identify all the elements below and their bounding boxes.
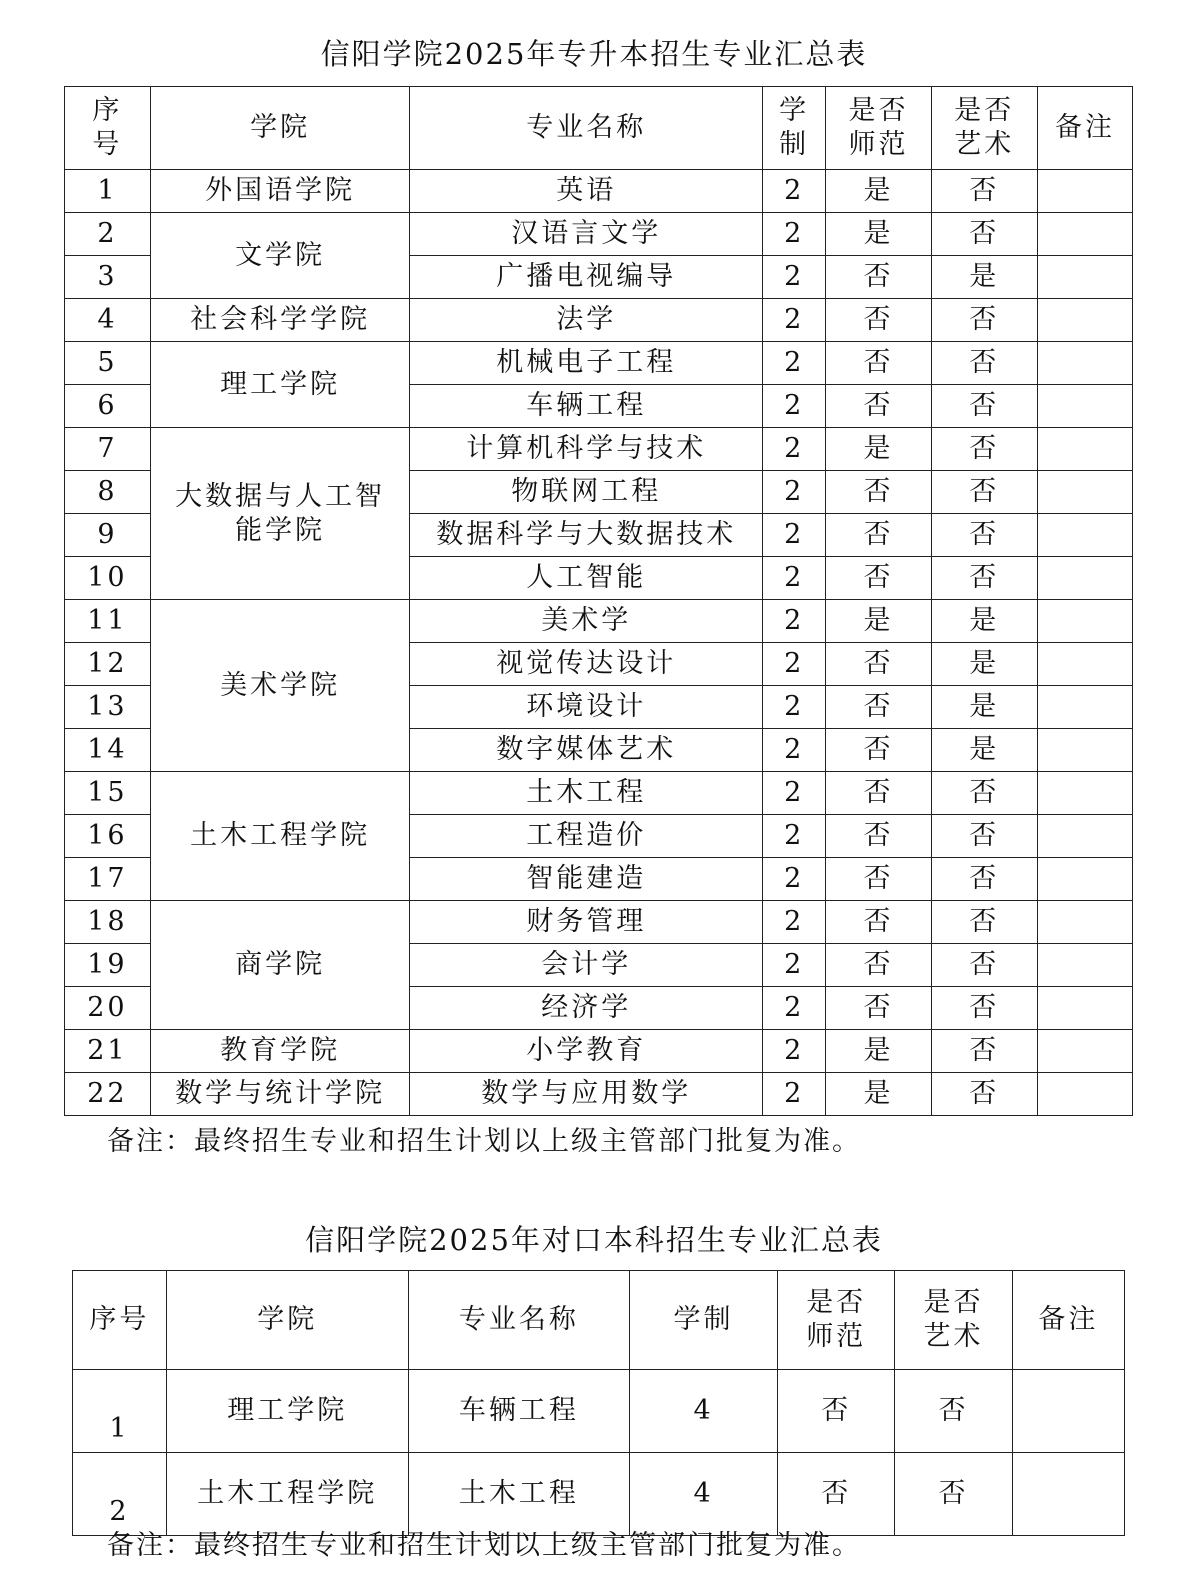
- college-cell: 文学院: [150, 213, 410, 299]
- remark-cell: [1037, 514, 1132, 557]
- major-cell: 人工智能: [410, 557, 763, 600]
- seq-cell: 1: [65, 170, 151, 213]
- college-cell: 理工学院: [150, 342, 410, 428]
- major-cell: 会计学: [410, 944, 763, 987]
- normal-cell: 是: [826, 600, 931, 643]
- seq-cell: 8: [65, 471, 151, 514]
- duration-cell: 2: [763, 342, 826, 385]
- art-cell: 否: [931, 901, 1037, 944]
- college-cell: 理工学院: [166, 1370, 408, 1453]
- remark-cell: [1037, 170, 1132, 213]
- seq-cell: 21: [65, 1030, 151, 1073]
- normal-cell: 否: [826, 772, 931, 815]
- header-art: 是否 艺术: [895, 1271, 1012, 1370]
- seq-cell: 11: [65, 600, 151, 643]
- art-cell: 否: [931, 170, 1037, 213]
- seq-cell: 1: [73, 1370, 167, 1453]
- remark-cell: [1037, 772, 1132, 815]
- art-cell: 否: [931, 858, 1037, 901]
- table1-title: 信阳学院2025年专升本招生专业汇总表: [320, 37, 868, 71]
- art-cell: 否: [931, 557, 1037, 600]
- normal-cell: 否: [826, 686, 931, 729]
- duration-cell: 2: [763, 815, 826, 858]
- normal-cell: 否: [826, 557, 931, 600]
- major-cell: 车辆工程: [408, 1370, 629, 1453]
- seq-cell: 9: [65, 514, 151, 557]
- college-cell: 社会科学学院: [150, 299, 410, 342]
- college-cell: 商学院: [150, 901, 410, 1030]
- major-cell: 经济学: [410, 987, 763, 1030]
- art-cell: 是: [931, 729, 1037, 772]
- duration-cell: 2: [763, 858, 826, 901]
- remark-cell: [1037, 901, 1132, 944]
- duration-cell: 4: [630, 1453, 778, 1536]
- normal-cell: 否: [826, 901, 931, 944]
- remark-cell: [1037, 299, 1132, 342]
- seq-cell: 17: [65, 858, 151, 901]
- header-normal: 是否 师范: [826, 87, 931, 170]
- art-cell: 否: [931, 987, 1037, 1030]
- undergrad-upgrade-majors-table: [64, 86, 1133, 1116]
- header-seq: 序 号: [65, 87, 151, 170]
- major-cell: 土木工程: [408, 1453, 629, 1536]
- duration-cell: 2: [763, 1073, 826, 1116]
- remark-cell: [1012, 1453, 1124, 1536]
- seq-cell: 20: [65, 987, 151, 1030]
- seq-cell: 7: [65, 428, 151, 471]
- duration-cell: 2: [763, 686, 826, 729]
- normal-cell: 否: [826, 987, 931, 1030]
- art-cell: 否: [931, 514, 1037, 557]
- college-cell: 外国语学院: [150, 170, 410, 213]
- seq-cell: 6: [65, 385, 151, 428]
- remark-cell: [1037, 342, 1132, 385]
- college-cell: 美术学院: [150, 600, 410, 772]
- remark-cell: [1037, 686, 1132, 729]
- header-duration: 学 制: [763, 87, 826, 170]
- art-cell: 否: [931, 299, 1037, 342]
- seq-cell: 14: [65, 729, 151, 772]
- seq-cell: 19: [65, 944, 151, 987]
- art-cell: 是: [931, 686, 1037, 729]
- remark-cell: [1037, 944, 1132, 987]
- art-cell: 否: [931, 213, 1037, 256]
- remark-cell: [1037, 557, 1132, 600]
- remark-cell: [1037, 815, 1132, 858]
- art-cell: 否: [931, 428, 1037, 471]
- duration-cell: 2: [763, 643, 826, 686]
- seq-cell: 5: [65, 342, 151, 385]
- art-cell: 否: [931, 815, 1037, 858]
- table2-title: 信阳学院2025年对口本科招生专业汇总表: [305, 1223, 883, 1257]
- duration-cell: 2: [763, 901, 826, 944]
- normal-cell: 否: [826, 643, 931, 686]
- table2-note: 备注：最终招生专业和招生计划以上级主管部门批复为准。: [107, 1530, 861, 1561]
- remark-cell: [1037, 1030, 1132, 1073]
- art-cell: 否: [931, 342, 1037, 385]
- normal-cell: 否: [778, 1453, 895, 1536]
- major-cell: 物联网工程: [410, 471, 763, 514]
- table-row: [65, 772, 1133, 815]
- header-remark: 备注: [1037, 87, 1132, 170]
- table-row: [73, 1453, 1125, 1536]
- art-cell: 否: [931, 385, 1037, 428]
- college-cell: 教育学院: [150, 1030, 410, 1073]
- art-cell: 是: [931, 600, 1037, 643]
- college-cell: 数学与统计学院: [150, 1073, 410, 1116]
- remark-cell: [1037, 600, 1132, 643]
- major-cell: 汉语言文学: [410, 213, 763, 256]
- seq-cell: 10: [65, 557, 151, 600]
- major-cell: 环境设计: [410, 686, 763, 729]
- normal-cell: 是: [826, 428, 931, 471]
- duration-cell: 2: [763, 299, 826, 342]
- table-row: [73, 1370, 1125, 1453]
- normal-cell: 是: [826, 213, 931, 256]
- remark-cell: [1037, 428, 1132, 471]
- seq-cell: 2: [65, 213, 151, 256]
- table-row: [65, 428, 1133, 471]
- major-cell: 数学与应用数学: [410, 1073, 763, 1116]
- table-row: [65, 342, 1133, 385]
- art-cell: 否: [895, 1370, 1012, 1453]
- major-cell: 机械电子工程: [410, 342, 763, 385]
- major-cell: 土木工程: [410, 772, 763, 815]
- header-major: 专业名称: [408, 1271, 629, 1370]
- major-cell: 广播电视编导: [410, 256, 763, 299]
- table-row: [65, 1030, 1133, 1073]
- remark-cell: [1037, 213, 1132, 256]
- header-college: 学院: [166, 1271, 408, 1370]
- vocational-bachelor-majors-table: [72, 1270, 1125, 1536]
- seq-cell: 13: [65, 686, 151, 729]
- header-art: 是否 艺术: [931, 87, 1037, 170]
- duration-cell: 2: [763, 729, 826, 772]
- seq-cell: 4: [65, 299, 151, 342]
- major-cell: 小学教育: [410, 1030, 763, 1073]
- table1-note: 备注：最终招生专业和招生计划以上级主管部门批复为准。: [107, 1126, 861, 1157]
- duration-cell: 2: [763, 514, 826, 557]
- duration-cell: 2: [763, 557, 826, 600]
- major-cell: 美术学: [410, 600, 763, 643]
- header-remark: 备注: [1012, 1271, 1124, 1370]
- normal-cell: 否: [826, 858, 931, 901]
- seq-cell: 3: [65, 256, 151, 299]
- major-cell: 法学: [410, 299, 763, 342]
- major-cell: 视觉传达设计: [410, 643, 763, 686]
- normal-cell: 否: [826, 944, 931, 987]
- normal-cell: 是: [826, 1030, 931, 1073]
- remark-cell: [1037, 1073, 1132, 1116]
- duration-cell: 4: [630, 1370, 778, 1453]
- normal-cell: 否: [826, 729, 931, 772]
- major-cell: 数字媒体艺术: [410, 729, 763, 772]
- duration-cell: 2: [763, 471, 826, 514]
- art-cell: 否: [895, 1453, 1012, 1536]
- remark-cell: [1037, 385, 1132, 428]
- duration-cell: 2: [763, 256, 826, 299]
- duration-cell: 2: [763, 944, 826, 987]
- normal-cell: 否: [826, 256, 931, 299]
- header-major: 专业名称: [410, 87, 763, 170]
- major-cell: 英语: [410, 170, 763, 213]
- major-cell: 智能建造: [410, 858, 763, 901]
- normal-cell: 否: [826, 299, 931, 342]
- major-cell: 车辆工程: [410, 385, 763, 428]
- major-cell: 数据科学与大数据技术: [410, 514, 763, 557]
- remark-cell: [1037, 471, 1132, 514]
- seq-cell: 22: [65, 1073, 151, 1116]
- table-row: [65, 600, 1133, 643]
- duration-cell: 2: [763, 385, 826, 428]
- duration-cell: 2: [763, 1030, 826, 1073]
- seq-cell: 15: [65, 772, 151, 815]
- table-row: [65, 1073, 1133, 1116]
- major-cell: 计算机科学与技术: [410, 428, 763, 471]
- remark-cell: [1037, 256, 1132, 299]
- college-cell: 土木工程学院: [150, 772, 410, 901]
- remark-cell: [1012, 1370, 1124, 1453]
- seq-cell: 16: [65, 815, 151, 858]
- art-cell: 否: [931, 944, 1037, 987]
- seq-cell: 12: [65, 643, 151, 686]
- normal-cell: 否: [826, 471, 931, 514]
- table-header-row: [73, 1271, 1125, 1370]
- art-cell: 是: [931, 643, 1037, 686]
- header-college: 学院: [150, 87, 410, 170]
- normal-cell: 否: [826, 385, 931, 428]
- duration-cell: 2: [763, 428, 826, 471]
- seq-cell: 2: [73, 1453, 167, 1536]
- header-seq: 序号: [73, 1271, 167, 1370]
- art-cell: 否: [931, 471, 1037, 514]
- college-cell: 大数据与人工智能学院: [150, 428, 410, 600]
- art-cell: 否: [931, 1030, 1037, 1073]
- major-cell: 财务管理: [410, 901, 763, 944]
- duration-cell: 2: [763, 213, 826, 256]
- duration-cell: 2: [763, 772, 826, 815]
- table-row: [65, 170, 1133, 213]
- remark-cell: [1037, 858, 1132, 901]
- college-cell: 土木工程学院: [166, 1453, 408, 1536]
- normal-cell: 否: [826, 815, 931, 858]
- duration-cell: 2: [763, 600, 826, 643]
- seq-cell: 18: [65, 901, 151, 944]
- normal-cell: 否: [778, 1370, 895, 1453]
- duration-cell: 2: [763, 170, 826, 213]
- normal-cell: 否: [826, 514, 931, 557]
- remark-cell: [1037, 729, 1132, 772]
- table-row: [65, 213, 1133, 256]
- normal-cell: 是: [826, 1073, 931, 1116]
- header-duration: 学制: [630, 1271, 778, 1370]
- header-normal: 是否 师范: [778, 1271, 895, 1370]
- duration-cell: 2: [763, 987, 826, 1030]
- normal-cell: 是: [826, 170, 931, 213]
- art-cell: 否: [931, 772, 1037, 815]
- table-header-row: [65, 87, 1133, 170]
- remark-cell: [1037, 643, 1132, 686]
- remark-cell: [1037, 987, 1132, 1030]
- major-cell: 工程造价: [410, 815, 763, 858]
- normal-cell: 否: [826, 342, 931, 385]
- art-cell: 是: [931, 256, 1037, 299]
- table-row: [65, 901, 1133, 944]
- table-row: [65, 299, 1133, 342]
- art-cell: 否: [931, 1073, 1037, 1116]
